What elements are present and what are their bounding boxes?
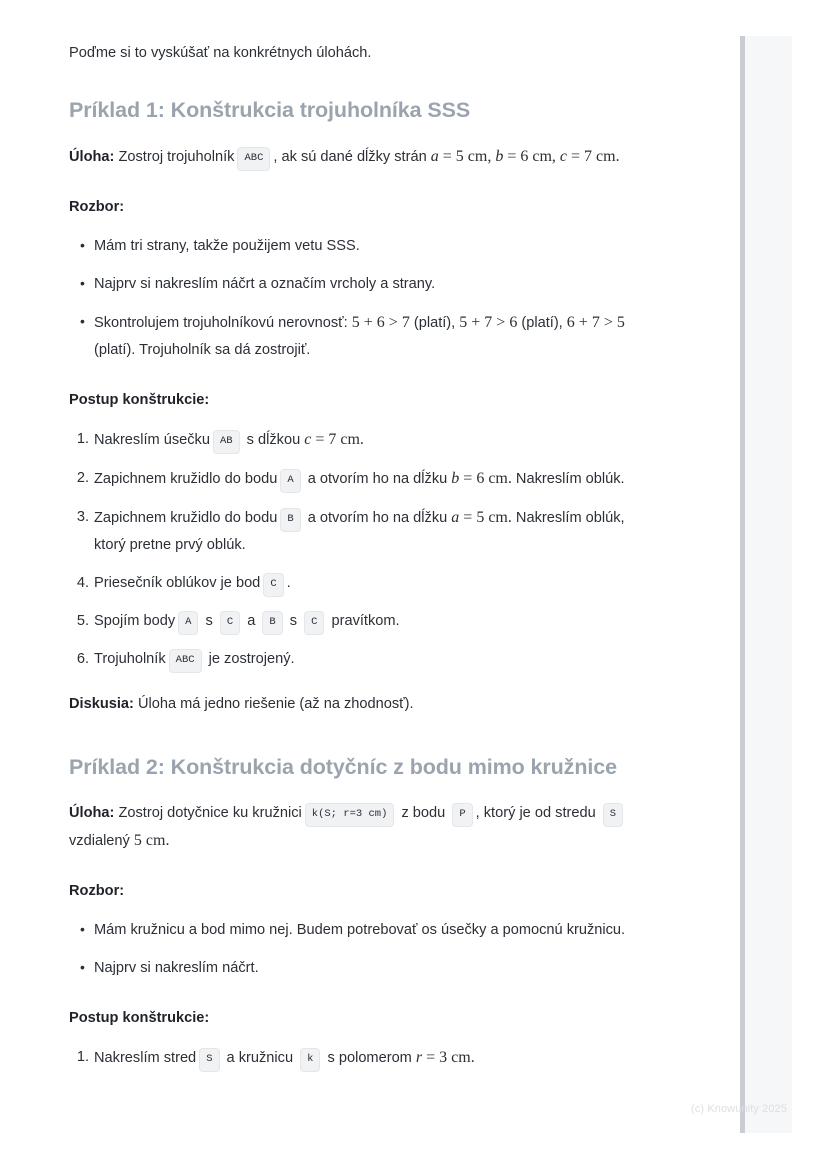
code-tag-b: B [280, 508, 300, 532]
step-math: r = 3 cm. [415, 1049, 475, 1066]
discussion-label: Diskusia: [69, 696, 134, 712]
code-tag-a: A [280, 469, 300, 493]
list-item: • Skontrolujem trojuholníkovú nerovnosť: 5 + 6 > 7 (platí), 5 + 7 > 6 (platí), 6 + 7 > 5 (platí). Trojuholník sa dá zostrojiť. [69, 309, 641, 364]
code-tag-ab: AB [213, 430, 240, 454]
task-label: Úloha: [69, 149, 115, 165]
step-math: a = 5 cm. [451, 509, 512, 526]
example-2-steps-list [69, 1044, 641, 1072]
step-text: Spojím body [94, 613, 176, 629]
code-tag-p: P [452, 803, 472, 827]
step-text: s [285, 613, 302, 629]
task-text-part-4: vzdialený [69, 833, 134, 849]
list-item [69, 608, 641, 635]
task-text-part-2: z bodu [397, 805, 450, 821]
example-2-steps-heading: Postup konštrukcie: [69, 1010, 210, 1026]
example-2-task [69, 800, 641, 855]
example-2-analysis-heading: Rozbor: [69, 883, 125, 899]
intro-paragraph: Poďme si to vyskúšať na konkrétnych úlohách. [69, 45, 372, 61]
code-tag-b: B [262, 611, 282, 635]
list-item: • Najprv si nakreslím náčrt. [69, 955, 641, 982]
task-math: a = 5 cm, b = 6 cm, c = 7 cm. [430, 148, 620, 165]
step-text: Priesečník oblúkov je bod [94, 575, 261, 591]
list-item: • Mám tri strany, takže použijem vetu SSS. [69, 233, 641, 260]
step-text: Nakreslím stred [94, 1050, 197, 1066]
step-text: a otvorím ho na dĺžku [303, 510, 452, 526]
step-text: a otvorím ho na dĺžku [303, 471, 452, 487]
step-text: Zapichnem kružidlo do bodu [94, 471, 278, 487]
code-tag-circle: k(S; r=3 cm) [305, 803, 395, 827]
example-1-analysis-heading: Rozbor: [69, 199, 125, 215]
step-text: Zapichnem kružidlo do bodu [94, 510, 278, 526]
scrollbar-thumb[interactable] [740, 36, 745, 1133]
example-1-heading: Príklad 1: Konštrukcia trojuholníka SSS [69, 98, 471, 122]
task-text-part-2: , ak sú dané dĺžky strán [273, 149, 431, 165]
vertical-scrollbar[interactable] [740, 36, 792, 1133]
task-text-part-1: Zostroj trojuholník [118, 149, 235, 165]
step-text: Trojuholník [94, 651, 166, 667]
code-tag-c: C [220, 611, 240, 635]
step-text: a [243, 613, 260, 629]
list-item [69, 570, 641, 597]
step-text: a kružnicu [222, 1050, 298, 1066]
example-1-analysis-list [69, 233, 641, 364]
step-math: c = 7 cm. [304, 431, 364, 448]
list-item [69, 1044, 641, 1072]
code-tag-s: S [603, 803, 623, 827]
code-tag-a: A [178, 611, 198, 635]
copyright-watermark: (c) Knowunity 2025 [691, 1103, 787, 1115]
step-math: b = 6 cm. [451, 470, 512, 487]
code-tag-k: k [300, 1048, 320, 1072]
step-text: s [201, 613, 217, 629]
example-2-analysis-list [69, 917, 641, 982]
step-text: s polomerom [323, 1050, 416, 1066]
example-1-steps-list [69, 426, 641, 673]
step-text: s dĺžkou [242, 432, 305, 448]
step-text: . [286, 575, 291, 591]
example-2-heading: Príklad 2: Konštrukcia dotyčníc z bodu mimo kružnice [69, 755, 617, 779]
discussion-text: Úloha má jedno riešenie (až na zhodnosť). [137, 696, 414, 712]
list-item: • Mám kružnicu a bod mimo nej. Budem potrebovať os úsečky a pomocnú kružnicu. [69, 917, 641, 944]
step-text: Nakreslím úsečku [94, 432, 210, 448]
step-text: pravítkom. [327, 613, 400, 629]
code-tag-s: S [199, 1048, 219, 1072]
step-text: Nakreslím oblúk. [511, 471, 625, 487]
task-label: Úloha: [69, 805, 115, 821]
code-tag-c: C [304, 611, 324, 635]
example-1-task [69, 143, 641, 171]
task-text-part-1: Zostroj dotyčnice ku kružnici [118, 805, 302, 821]
document-content [69, 40, 641, 1083]
code-tag-c: C [263, 573, 283, 597]
example-1-discussion [69, 691, 641, 718]
list-item [69, 465, 641, 493]
code-tag-abc: ABC [169, 649, 202, 673]
example-1-steps-heading: Postup konštrukcie: [69, 392, 210, 408]
step-text: je zostrojený. [204, 651, 295, 667]
list-item: • Najprv si nakreslím náčrt a označím vrcholy a strany. [69, 271, 641, 298]
task-math: 5 cm. [133, 832, 170, 849]
list-item [69, 646, 641, 673]
list-item [69, 426, 641, 454]
list-item [69, 504, 641, 559]
step-text: Nakreslím oblúk, ktorý pretne prvý oblúk. [94, 510, 625, 553]
code-tag-abc: ABC [237, 147, 270, 171]
task-text-part-3: , ktorý je od stredu [475, 805, 600, 821]
